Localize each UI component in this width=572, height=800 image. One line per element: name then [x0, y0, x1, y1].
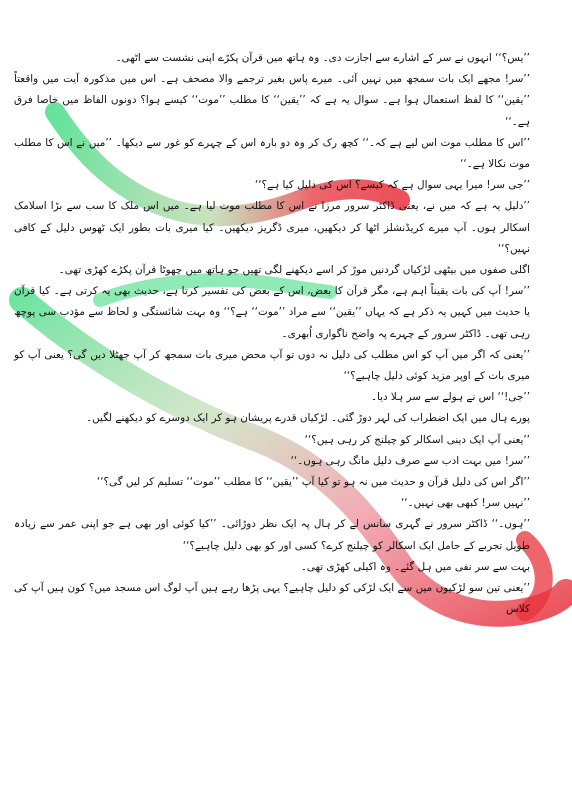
urdu-text-body — [14, 48, 558, 620]
paragraph: ’’سر! آپ کی بات یقیناً اہم ہے، مگر قرآن کا بعض، اس کے بعض کی تفسیر کرتا ہے، حدیث بھی یہ کرتی ہے۔ کیا قرآن یا حدیث میں کہیں یہ ذکر ہے کہ یہاں ’’یقین‘‘ سے مراد ’’موت‘‘ ہے؟‘‘ وہ بہت شائستگی و لحاظ سے مؤدب سی پوچھ رہی تھی۔ ڈاکٹر سرور کے چہرے پہ واضح ناگواری اُبھری۔ — [14, 285, 530, 340]
paragraph: ’’یعنی آپ ایک دینی اسکالر کو چیلنج کر رہی ہیں؟‘‘ — [304, 433, 530, 446]
paragraph: ’’نہیں سر! کبھی بھی نہیں۔‘‘ — [400, 497, 530, 510]
paragraph: ’’سر! مجھے ایک بات سمجھ میں نہیں آئی۔ میرے پاس بغیر ترجمے والا مصحف ہے۔ اس میں مذکورہ آیت میں واقعتاً ’’یقین‘‘ کا لفظ استعمال ہوا ہے۔ سوال یہ ہے کہ ’’یقین‘‘ کا مطلب ’’موت‘‘ کیسے ہوا؟ دونوں الفاظ میں خاصا فرق ہے۔‘‘ — [14, 73, 530, 128]
paragraph: ’’جی!‘‘ اس نے ہولے سے سر ہلا دیا۔ — [370, 391, 530, 404]
paragraph: ’’سر! میں بہت ادب سے صرف دلیل مانگ رہی ہوں۔‘‘ — [290, 454, 530, 467]
paragraph: ’’ہوں۔‘‘ ڈاکٹر سرور نے گہری سانس لے کر ہال پہ ایک نظر دوڑائی۔ ’’کیا کوئی اور بھی ہے جو اپنی عمر سے زیادہ طویل تجربے کے حامل ایک اسکالر کو چیلنج کرے؟ کسی اور کو بھی دلیل چاہیے؟‘‘ — [14, 518, 530, 552]
paragraph: ’’اگر اس کی دلیل قرآن و حدیث میں نہ ہو تو کیا آپ ’’یقین‘‘ کا مطلب ’’موت‘‘ تسلیم کر لیں گی؟‘‘ — [96, 476, 530, 489]
paragraph: بہت سے سر نفی میں ہل گئے۔ وہ اکیلی کھڑی تھی۔ — [300, 560, 530, 573]
paragraph: ’’یعنی تین سو لڑکیوں میں سے ایک لڑکی کو دلیل چاہیے؟ یہی پڑھا رہے ہیں آپ لوگ اس مسجد میں؟ کون ہیں آپ کی کلاس — [14, 582, 530, 616]
paragraph: پورے ہال میں ایک اضطراب کی لہر دوڑ گئی۔ لڑکیاں قدرے پریشان ہو کر ایک دوسرے کو دیکھنے لگیں۔ — [86, 412, 530, 425]
paragraph: ’’دلیل یہ ہے کہ میں نے، یعنی ڈاکٹر سرور مرزا نے اس کا مطلب موت لیا ہے۔ میں اس ملک کا سب سے بڑا اسلامک اسکالر ہوں۔ آپ میرے کریڈنشلز اٹھا کر دیکھیں، میری ڈگریز دیکھیں۔ کیا میری بات بطور ایک ٹھوس دلیل کے کافی نہیں؟‘‘ — [14, 200, 530, 255]
paragraph: ’’اس کا مطلب موت اس لیے ہے کہ۔‘‘ کچھ رک کر وہ دو بارہ اس کے چہرے کو غور سے دیکھا۔ ’’میں نے اس کا مطلب موت نکالا ہے۔‘‘ — [14, 136, 530, 171]
paragraph: ’’یس؟‘‘ انہوں نے سر کے اشارے سے اجازت دی۔ وہ ہاتھ میں قرآن پکڑے اپنی نشست سے اٹھی۔ — [115, 52, 530, 64]
paragraph: اگلی صفوں میں بیٹھی لڑکیاں گردنیں موڑ کر اسے دیکھنے لگی تھیں جو ہاتھ میں چھوٹا قرآن پکڑے کھڑی تھی۔ — [58, 264, 530, 277]
paragraph: ’’یعنی کہ اگر میں آپ کو اس مطلب کی دلیل نہ دوں تو آپ محض میری بات سمجھ کر آپ جھٹلا دیں گی؟ یعنی آپ کو میری بات کے اوپر مزید کوئی دلیل چاہیے؟‘‘ — [14, 348, 530, 383]
paragraph: ’’جی سر! میرا یہی سوال ہے کہ کیسے؟ اس کی دلیل کیا ہے؟‘‘ — [254, 179, 530, 192]
